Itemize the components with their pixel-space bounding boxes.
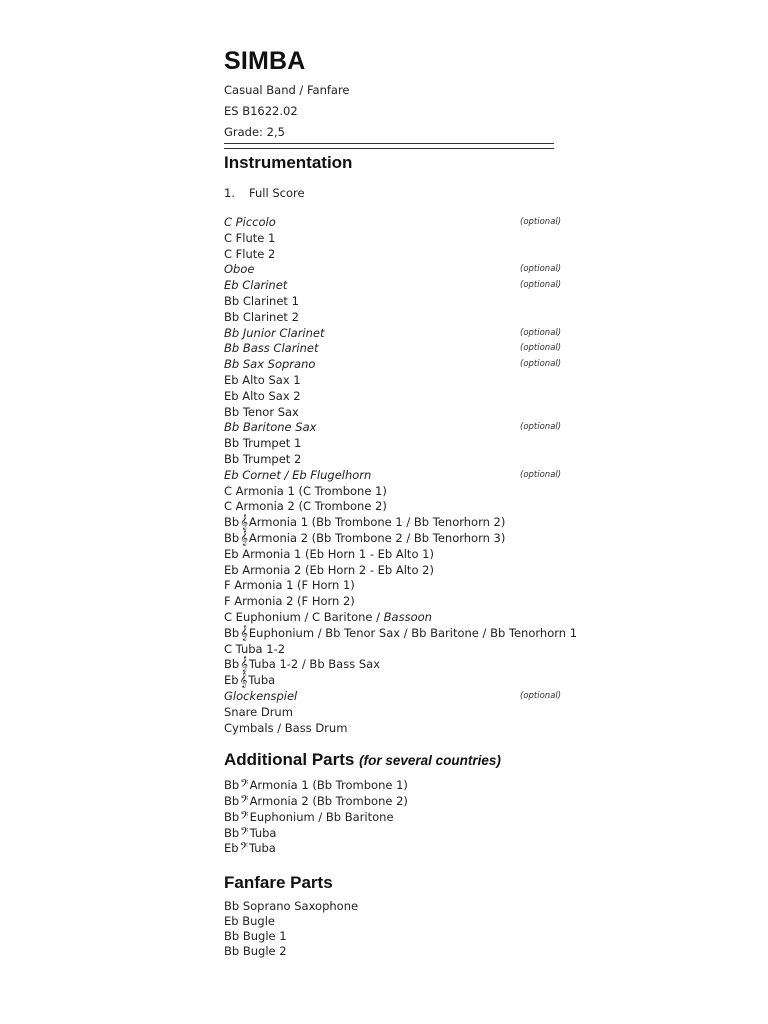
instrument-name: Bb Clarinet 1: [224, 293, 299, 308]
list-item: [224, 357, 574, 373]
instrument-name: C Armonia 2 (C Trombone 2): [224, 499, 387, 514]
instrument-name: Tuba: [249, 825, 277, 840]
instrument-name: F Armonia 1 (F Horn 1): [224, 578, 355, 593]
optional-tag: (optional): [520, 690, 562, 701]
bass-clef-icon: 𝄢: [240, 778, 249, 794]
instrument-name: Bb Sax Soprano: [224, 357, 316, 372]
instrument-name: Bb Clarinet 2: [224, 309, 299, 324]
instrument-name: Bb Baritone Sax: [224, 420, 317, 435]
instrument-name: Cymbals / Bass Drum: [224, 720, 348, 735]
list-item: [224, 642, 574, 658]
instrument-key: Eb: [224, 673, 239, 688]
list-item: [224, 826, 574, 842]
list-item: [224, 452, 574, 468]
list-item: [224, 914, 574, 929]
instrument-name: Glockenspiel: [224, 688, 298, 703]
instrument-name: Bb Trumpet 2: [224, 451, 302, 466]
optional-tag: (optional): [520, 264, 562, 275]
optional-tag: (optional): [520, 217, 562, 227]
additional-parts-list: [224, 778, 574, 857]
list-item: [224, 944, 574, 959]
instrument-name: C Flute 2: [224, 246, 276, 261]
list-item: [224, 389, 574, 405]
instrument-list: [224, 215, 578, 736]
list-item: [224, 899, 574, 914]
instrument-name: Eb Bugle: [224, 914, 275, 929]
list-item: [224, 841, 574, 857]
instrument-name: Tuba: [248, 673, 276, 688]
list-item: [224, 594, 574, 610]
instrument-name: Eb Armonia 2 (Eb Horn 2 - Eb Alto 2): [224, 562, 434, 577]
optional-tag: (optional): [520, 327, 562, 338]
instrument-name: Bb Trumpet 1: [224, 436, 302, 451]
treble-clef-icon: 𝄞: [239, 673, 248, 689]
instrument-key: Bb: [224, 794, 240, 809]
treble-clef-icon: 𝄞: [240, 657, 248, 673]
instrument-name-alt: Bassoon: [383, 609, 432, 624]
fanfare-parts-heading: Fanfare Parts: [224, 873, 333, 893]
list-item: [224, 231, 574, 247]
catalog-number: ES B1622.02: [224, 104, 298, 118]
optional-tag: (optional): [520, 359, 562, 370]
grade-level: Grade: 2,5: [224, 125, 285, 139]
list-item: [224, 810, 574, 826]
list-item: [224, 610, 574, 626]
instrument-name: Snare Drum: [224, 704, 293, 719]
additional-parts-heading: [224, 750, 574, 771]
list-item: [224, 326, 574, 342]
full-score-entry: [224, 186, 574, 200]
instrument-name: C Flute 1: [224, 230, 276, 245]
list-item: [224, 531, 574, 547]
instrument-key: Eb: [224, 841, 239, 856]
optional-tag: (optional): [520, 469, 562, 480]
instrumentation-heading: Instrumentation: [224, 153, 353, 172]
list-item: [224, 563, 574, 579]
instrument-name: C Tuba 1-2: [224, 641, 286, 656]
list-item: [224, 673, 574, 689]
list-item: [224, 294, 574, 310]
instrument-name: Armonia 2 (Bb Trombone 2 / Bb Tenorhorn 3): [248, 530, 506, 545]
instrument-key: Bb: [224, 657, 240, 672]
instrument-key: Bb: [224, 809, 240, 824]
instrument-name: Euphonium / Bb Tenor Sax / Bb Baritone / Bb Tenorhorn 1: [248, 625, 578, 640]
instrument-name: Bb Soprano Saxophone: [224, 899, 359, 914]
instrument-key: Bb: [224, 825, 240, 840]
instrument-name: Bb Bass Clarinet: [224, 341, 319, 356]
piece-title: SIMBA: [224, 47, 306, 75]
list-item: [224, 278, 574, 294]
score-info-page: [224, 46, 578, 958]
instrument-name: C Piccolo: [224, 215, 276, 229]
bass-clef-icon: 𝄢: [239, 841, 248, 857]
list-item: [224, 247, 574, 263]
list-item: [224, 657, 574, 673]
list-item: [224, 515, 574, 531]
instrument-key: Bb: [224, 778, 240, 793]
list-item: [224, 721, 574, 737]
list-item: [224, 215, 574, 231]
list-item: [224, 373, 574, 389]
instrument-name: Bb Junior Clarinet: [224, 325, 325, 340]
list-item: [224, 436, 574, 452]
optional-tag: (optional): [520, 422, 562, 433]
list-item: [224, 794, 574, 810]
list-item: [224, 778, 574, 794]
full-score-label: Full Score: [249, 186, 305, 200]
additional-parts-note: (for several countries): [359, 753, 501, 769]
treble-clef-icon: 𝄞: [240, 530, 248, 546]
bass-clef-icon: 𝄢: [240, 809, 249, 825]
instrument-name: C Armonia 1 (C Trombone 1): [224, 483, 387, 498]
instrument-name: Bb Bugle 1: [224, 928, 287, 943]
list-item: [224, 420, 574, 436]
additional-parts-title: Additional Parts: [224, 750, 355, 770]
optional-tag: (optional): [520, 280, 562, 291]
double-rule-divider: [224, 143, 554, 149]
list-item: [224, 310, 574, 326]
list-item: [224, 625, 578, 642]
list-item: [224, 405, 574, 421]
list-item: [224, 262, 574, 278]
instrument-name: Tuba: [248, 841, 276, 856]
instrument-name: Euphonium / Bb Baritone: [249, 809, 394, 824]
full-score-number: 1.: [224, 186, 235, 200]
list-item: [224, 689, 574, 705]
instrument-name: Eb Cornet / Eb Flugelhorn: [224, 467, 372, 482]
list-item: [224, 705, 574, 721]
treble-clef-icon: 𝄞: [240, 625, 248, 641]
bass-clef-icon: 𝄢: [240, 825, 249, 841]
instrument-key: Bb: [224, 515, 240, 530]
instrument-name: Armonia 1 (Bb Trombone 1 / Bb Tenorhorn 2): [248, 515, 506, 530]
fanfare-parts-list: [224, 899, 574, 958]
instrument-name: Bb Tenor Sax: [224, 404, 299, 419]
list-item: [224, 578, 574, 594]
treble-clef-icon: 𝄞: [240, 515, 248, 531]
instrument-name: Armonia 2 (Bb Trombone 2): [249, 794, 408, 809]
instrument-name: Eb Alto Sax 2: [224, 388, 301, 403]
list-item: [224, 499, 574, 515]
ensemble-type: Casual Band / Fanfare: [224, 83, 350, 97]
instrument-name: F Armonia 2 (F Horn 2): [224, 594, 355, 609]
instrument-key: Bb: [224, 530, 240, 545]
instrument-name: Eb Armonia 1 (Eb Horn 1 - Eb Alto 1): [224, 546, 434, 561]
instrument-name: C Euphonium / C Baritone /: [224, 609, 384, 624]
list-item: [224, 341, 574, 357]
bass-clef-icon: 𝄢: [240, 794, 249, 810]
instrument-name: Oboe: [224, 262, 255, 277]
list-item: [224, 929, 574, 944]
instrument-name: Tuba 1-2 / Bb Bass Sax: [248, 657, 381, 672]
instrument-name: Bb Bugle 2: [224, 943, 287, 958]
list-item: [224, 468, 574, 484]
instrument-key: Bb: [224, 625, 240, 640]
optional-tag: (optional): [520, 343, 562, 354]
list-item: [224, 484, 574, 500]
instrument-name: Eb Alto Sax 1: [224, 372, 301, 387]
list-item: [224, 547, 574, 563]
instrument-name: Armonia 1 (Bb Trombone 1): [249, 778, 408, 793]
instrument-name: Eb Clarinet: [224, 278, 288, 293]
